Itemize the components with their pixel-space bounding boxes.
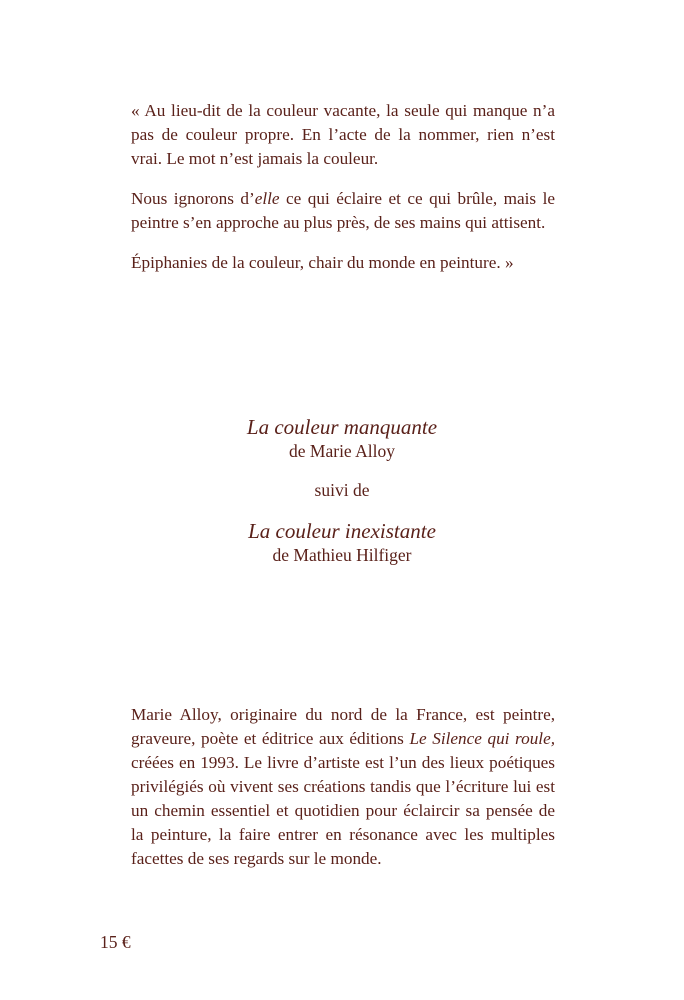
quote-paragraph-1: « Au lieu-dit de la couleur vacante, la seule qui manque n’a pas de couleur propre. En l’acte de la nommer, rien n’est vrai. Le mot n’est jamais la couleur. bbox=[131, 101, 555, 168]
quote-p2-end: ce qui éclaire et ce qui brûle, mais le peintre s’en approche au plus près, de ses mains qui attisent. bbox=[131, 189, 555, 232]
author-bio bbox=[131, 703, 555, 871]
quote-p2-emphasis: elle bbox=[254, 189, 280, 208]
quote-paragraph-2 bbox=[131, 187, 555, 235]
bio-paragraph bbox=[131, 703, 555, 871]
quote-p2-start: Nous ignorons d’ bbox=[131, 189, 255, 208]
author-1: de Marie Alloy bbox=[289, 441, 395, 461]
titles-block bbox=[0, 414, 684, 566]
book-title-1: La couleur manquante bbox=[246, 415, 438, 439]
quote-block bbox=[131, 99, 555, 275]
bio-end: créées en 1993. Le livre d’artiste est l’un des lieux poétiques privilégiés où vivent ses créations tandis que l’écriture lui est un chemin essentiel et quotidien pour éclaircir sa pensée de la peinture, la faire entrer en résonance avec les multiples facettes de ses regards sur le monde. bbox=[131, 753, 555, 868]
bio-publisher: Le Silence qui roule, bbox=[409, 729, 555, 748]
quote-paragraph-3: Épiphanies de la couleur, chair du monde en peinture. » bbox=[131, 253, 514, 272]
connector-text: suivi de bbox=[314, 480, 370, 500]
price: 15 € bbox=[100, 932, 131, 952]
book-title-2: La couleur inexistante bbox=[248, 519, 436, 543]
author-2: de Mathieu Hilfiger bbox=[272, 545, 412, 565]
bio-start: Marie Alloy, originaire du nord de la France, est peintre, graveure, poète et éditrice aux éditions bbox=[131, 705, 555, 748]
